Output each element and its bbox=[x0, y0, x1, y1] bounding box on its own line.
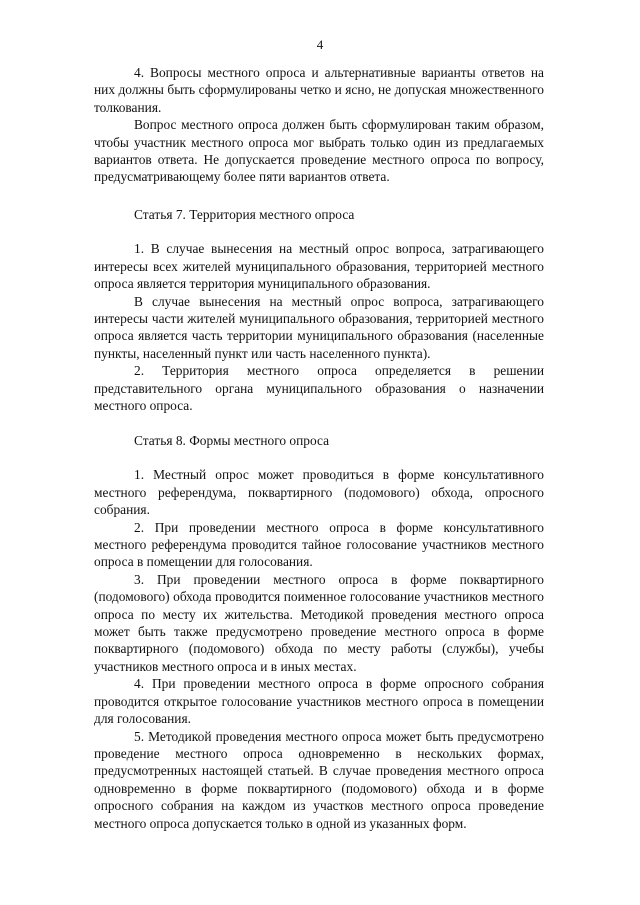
section-article-6-end bbox=[94, 64, 544, 186]
paragraph: 2. При проведении местного опроса в форме консультативного местного референдума проводится тайное голосование участников местного опроса в помещении для голосования. bbox=[94, 519, 544, 570]
paragraph: 1. Местный опрос может проводиться в форме консультативного местного референдума, поквартирного (подомового) обхода, опросного собрания. bbox=[94, 467, 544, 518]
article-heading: Статья 8. Формы местного опроса bbox=[134, 433, 330, 448]
section-article-8 bbox=[94, 432, 544, 832]
page-number: 4 bbox=[316, 37, 324, 52]
paragraph: 3. При проведении местного опроса в форме поквартирного (подомового) обхода проводится поименное голосование участников местного опроса по месту их жительства. Методикой проведения местного опроса может быть также предусмотрено проведение местного опроса в форме поквартирного (подомового) обхода по месту работы (службы), учебы участников местного опроса и в иных местах. bbox=[94, 571, 544, 674]
paragraph: 4. При проведении местного опроса в форме опросного собрания проводится открытое голосование участников местного опроса в помещении для голосования. bbox=[94, 676, 544, 727]
article-heading: Статья 7. Территория местного опроса bbox=[134, 207, 355, 222]
paragraph: 2. Территория местного опроса определяется в решении представительного органа муниципального образования о назначении местного опроса. bbox=[94, 363, 544, 414]
paragraph: В случае вынесения на местный опрос вопроса, затрагивающего интересы части жителей муниципального образования, территорией местного опроса является часть территории муниципального образования (населенные пункты, населенный пункт или часть населенного пункта). bbox=[94, 293, 544, 361]
paragraph: 4. Вопросы местного опроса и альтернативные варианты ответов на них должны быть сформулированы четко и ясно, не допуская множественного толкования. bbox=[94, 65, 544, 115]
paragraph: 5. Методикой проведения местного опроса может быть предусмотрено проведение местного опроса одновременно в нескольких формах, предусмотренных настоящей статьей. В случае проведения местного опроса одновременно в форме поквартирного (подомового) обхода и в форме опросного собрания на каждом из участков местного опроса проведение местного опроса допускается только в одной из указанных форм. bbox=[94, 728, 544, 831]
paragraph: Вопрос местного опроса должен быть сформулирован таким образом, чтобы участник местного опроса мог выбрать только один из предлагаемых вариантов ответа. Не допускается проведение местного опроса по вопросу, предусматривающему более пяти вариантов ответа. bbox=[94, 117, 544, 185]
paragraph: 1. В случае вынесения на местный опрос вопроса, затрагивающего интересы всех жителей муниципального образования, территорией местного опроса является территория муниципального образования. bbox=[94, 241, 544, 292]
section-article-7 bbox=[94, 206, 544, 414]
